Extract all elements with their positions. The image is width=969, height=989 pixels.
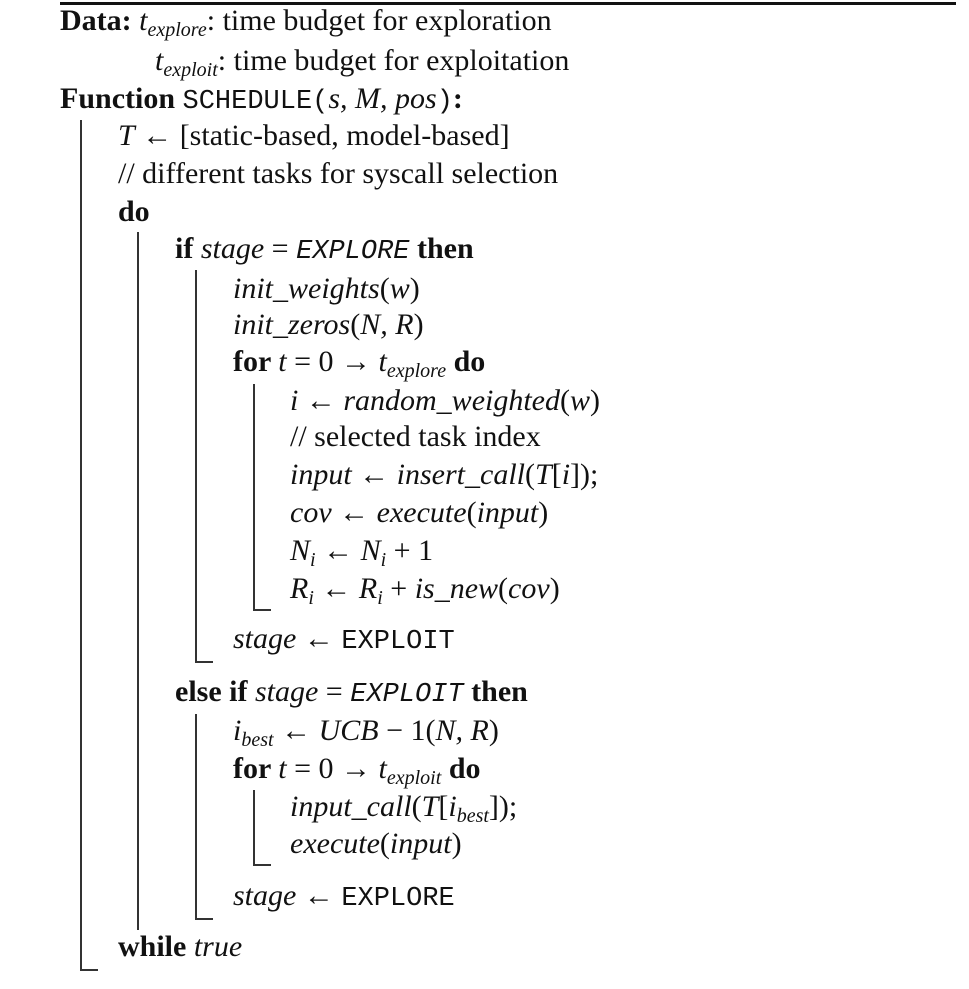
line-segment: R xyxy=(290,572,309,605)
algorithm-line xyxy=(233,272,420,306)
algorithm-line xyxy=(290,790,518,827)
algorithm-line xyxy=(60,82,463,116)
line-segment: ( xyxy=(466,496,477,529)
line-segment: t xyxy=(378,752,387,785)
line-segment: exploit xyxy=(163,59,218,81)
line-segment: N, R xyxy=(435,714,489,747)
line-segment: i xyxy=(448,790,457,823)
line-segment: true xyxy=(193,930,243,963)
line-segment: t xyxy=(278,752,287,785)
algorithm-line xyxy=(290,534,434,571)
algorithm-line xyxy=(175,675,528,709)
line-segment: while xyxy=(118,930,194,963)
line-segment: ← xyxy=(351,458,397,491)
if-block-bar xyxy=(195,270,197,663)
algorithm-line xyxy=(233,622,455,656)
line-segment: input xyxy=(389,827,452,860)
line-segment: ( xyxy=(560,384,570,417)
function-block-foot xyxy=(80,969,98,971)
line-segment: i xyxy=(233,714,242,747)
line-segment: i xyxy=(377,587,383,609)
line-segment: for xyxy=(233,752,279,785)
line-segment: w xyxy=(389,272,410,305)
line-segment: ← xyxy=(331,496,377,529)
line-segment: is_new xyxy=(414,572,499,605)
line-segment: [ xyxy=(551,458,562,491)
line-segment: T xyxy=(421,790,439,823)
line-segment: best xyxy=(241,729,274,751)
line-segment: best xyxy=(456,805,489,827)
line-segment: execute xyxy=(290,827,380,860)
line-segment: for xyxy=(233,345,279,378)
line-segment: i xyxy=(561,458,571,491)
elseif-block-foot xyxy=(195,918,213,920)
line-segment: stage xyxy=(233,879,297,912)
line-segment: ) xyxy=(436,87,453,117)
algorithm-line xyxy=(118,157,558,191)
line-segment: N, R xyxy=(360,308,414,341)
line-segment: = xyxy=(264,232,297,265)
line-segment: ( xyxy=(312,87,329,117)
line-segment: explore xyxy=(147,19,207,41)
line-segment: ) xyxy=(409,272,420,305)
line-segment: : time budget for exploitation xyxy=(217,44,570,77)
line-segment: insert_call xyxy=(396,458,525,491)
function-block-bar xyxy=(80,120,82,971)
for-explore-block-bar xyxy=(253,384,255,611)
line-segment: then xyxy=(409,232,474,265)
do-block-bar xyxy=(137,232,139,930)
algorithm-line xyxy=(233,714,499,751)
line-segment: do xyxy=(118,195,150,228)
line-segment: = 0 → xyxy=(286,345,379,378)
line-segment: ( xyxy=(411,790,422,823)
algorithm-line xyxy=(290,827,462,861)
line-segment: N xyxy=(290,534,311,567)
line-segment: cov xyxy=(508,572,550,605)
algorithm-line xyxy=(118,195,150,229)
algorithm-line xyxy=(233,879,455,913)
line-segment: input xyxy=(476,496,539,529)
line-segment: T xyxy=(118,119,135,152)
line-segment: t xyxy=(139,4,148,37)
line-segment: t xyxy=(155,44,164,77)
algorithm-line xyxy=(290,496,548,530)
line-segment: EXPLOIT xyxy=(341,627,455,657)
line-segment: stage xyxy=(200,232,265,265)
line-segment: // selected task index xyxy=(290,420,541,453)
algorithm-line xyxy=(60,4,552,41)
algorithm-line xyxy=(118,930,242,964)
algorithm-line xyxy=(118,119,510,153)
line-segment: random_weighted xyxy=(343,384,560,417)
line-segment: stage xyxy=(254,675,319,708)
line-segment: N xyxy=(360,534,381,567)
line-segment: ]); xyxy=(570,458,599,491)
line-segment: ← xyxy=(273,714,319,747)
line-segment: ]); xyxy=(488,790,518,823)
line-segment: init_weights xyxy=(233,272,380,305)
for-exploit-block-foot xyxy=(253,864,271,866)
algorithm-line xyxy=(233,345,486,382)
line-segment: w xyxy=(570,384,591,417)
line-segment: stage xyxy=(233,622,297,655)
line-segment: : xyxy=(452,82,463,115)
line-segment: [ xyxy=(438,790,449,823)
line-segment: + xyxy=(382,572,415,605)
line-segment: input_call xyxy=(290,790,412,823)
for-explore-block-foot xyxy=(253,609,271,611)
line-segment: ← xyxy=(315,534,361,567)
line-segment: else if xyxy=(175,675,255,708)
line-segment: = 0 → xyxy=(286,752,379,785)
line-segment: R xyxy=(358,572,378,605)
line-segment: execute xyxy=(376,496,467,529)
line-segment: Function xyxy=(60,82,183,115)
line-segment: i xyxy=(308,587,314,609)
line-segment: ← xyxy=(296,879,342,912)
algorithm-line xyxy=(175,232,474,266)
line-segment: t xyxy=(378,345,387,378)
line-segment: SCHEDULE xyxy=(182,87,313,117)
line-segment: ) xyxy=(549,572,560,605)
line-segment: init_zeros xyxy=(233,308,351,341)
line-segment: − 1( xyxy=(378,714,436,747)
line-segment: t xyxy=(278,345,287,378)
line-segment: // different tasks for syscall selection xyxy=(118,157,559,190)
line-segment: ) xyxy=(488,714,499,747)
line-segment: if xyxy=(175,232,201,265)
line-segment: explore xyxy=(386,360,447,382)
line-segment: EXPLORE xyxy=(341,884,455,914)
algorithm-line xyxy=(233,308,424,342)
line-segment: ( xyxy=(379,272,390,305)
algorithm-line xyxy=(290,572,560,609)
algorithm-line xyxy=(155,44,570,81)
line-segment: ) xyxy=(451,827,462,860)
line-segment: do xyxy=(446,345,486,378)
line-segment: ← xyxy=(313,572,359,605)
line-segment: EXPLORE xyxy=(296,237,410,267)
line-segment: ( xyxy=(350,308,361,341)
line-segment: cov xyxy=(290,496,332,529)
line-segment: input xyxy=(290,458,352,491)
line-segment: UCB xyxy=(318,714,379,747)
line-segment: ← xyxy=(296,622,342,655)
algorithm-line xyxy=(290,384,600,418)
elseif-block-bar xyxy=(195,714,197,920)
line-segment: then xyxy=(463,675,528,708)
for-exploit-block-bar xyxy=(253,790,255,866)
line-segment: i xyxy=(310,549,316,571)
line-segment: = xyxy=(318,675,351,708)
line-segment: EXPLOIT xyxy=(350,680,464,710)
line-segment: ← xyxy=(298,384,344,417)
algorithm-line xyxy=(290,458,598,492)
if-block-foot xyxy=(195,661,213,663)
line-segment: i xyxy=(380,549,387,571)
line-segment: ) xyxy=(413,308,424,341)
line-segment: ( xyxy=(498,572,509,605)
line-segment: + 1 xyxy=(386,534,434,567)
line-segment: exploit xyxy=(386,767,442,789)
line-segment: ( xyxy=(379,827,390,860)
line-segment: : time budget for exploration xyxy=(206,4,552,37)
algorithm-line xyxy=(233,752,481,789)
line-segment: ← [static-based, model-based] xyxy=(134,119,510,152)
line-segment: ( xyxy=(525,458,535,491)
line-segment: ) xyxy=(590,384,601,417)
line-segment: T xyxy=(535,458,552,491)
line-segment: do xyxy=(441,752,481,785)
line-segment: ) xyxy=(538,496,549,529)
line-segment: i xyxy=(290,384,299,417)
line-segment: Data: xyxy=(60,4,140,37)
line-segment: s, M, pos xyxy=(328,82,437,115)
algorithm-line xyxy=(290,420,541,454)
